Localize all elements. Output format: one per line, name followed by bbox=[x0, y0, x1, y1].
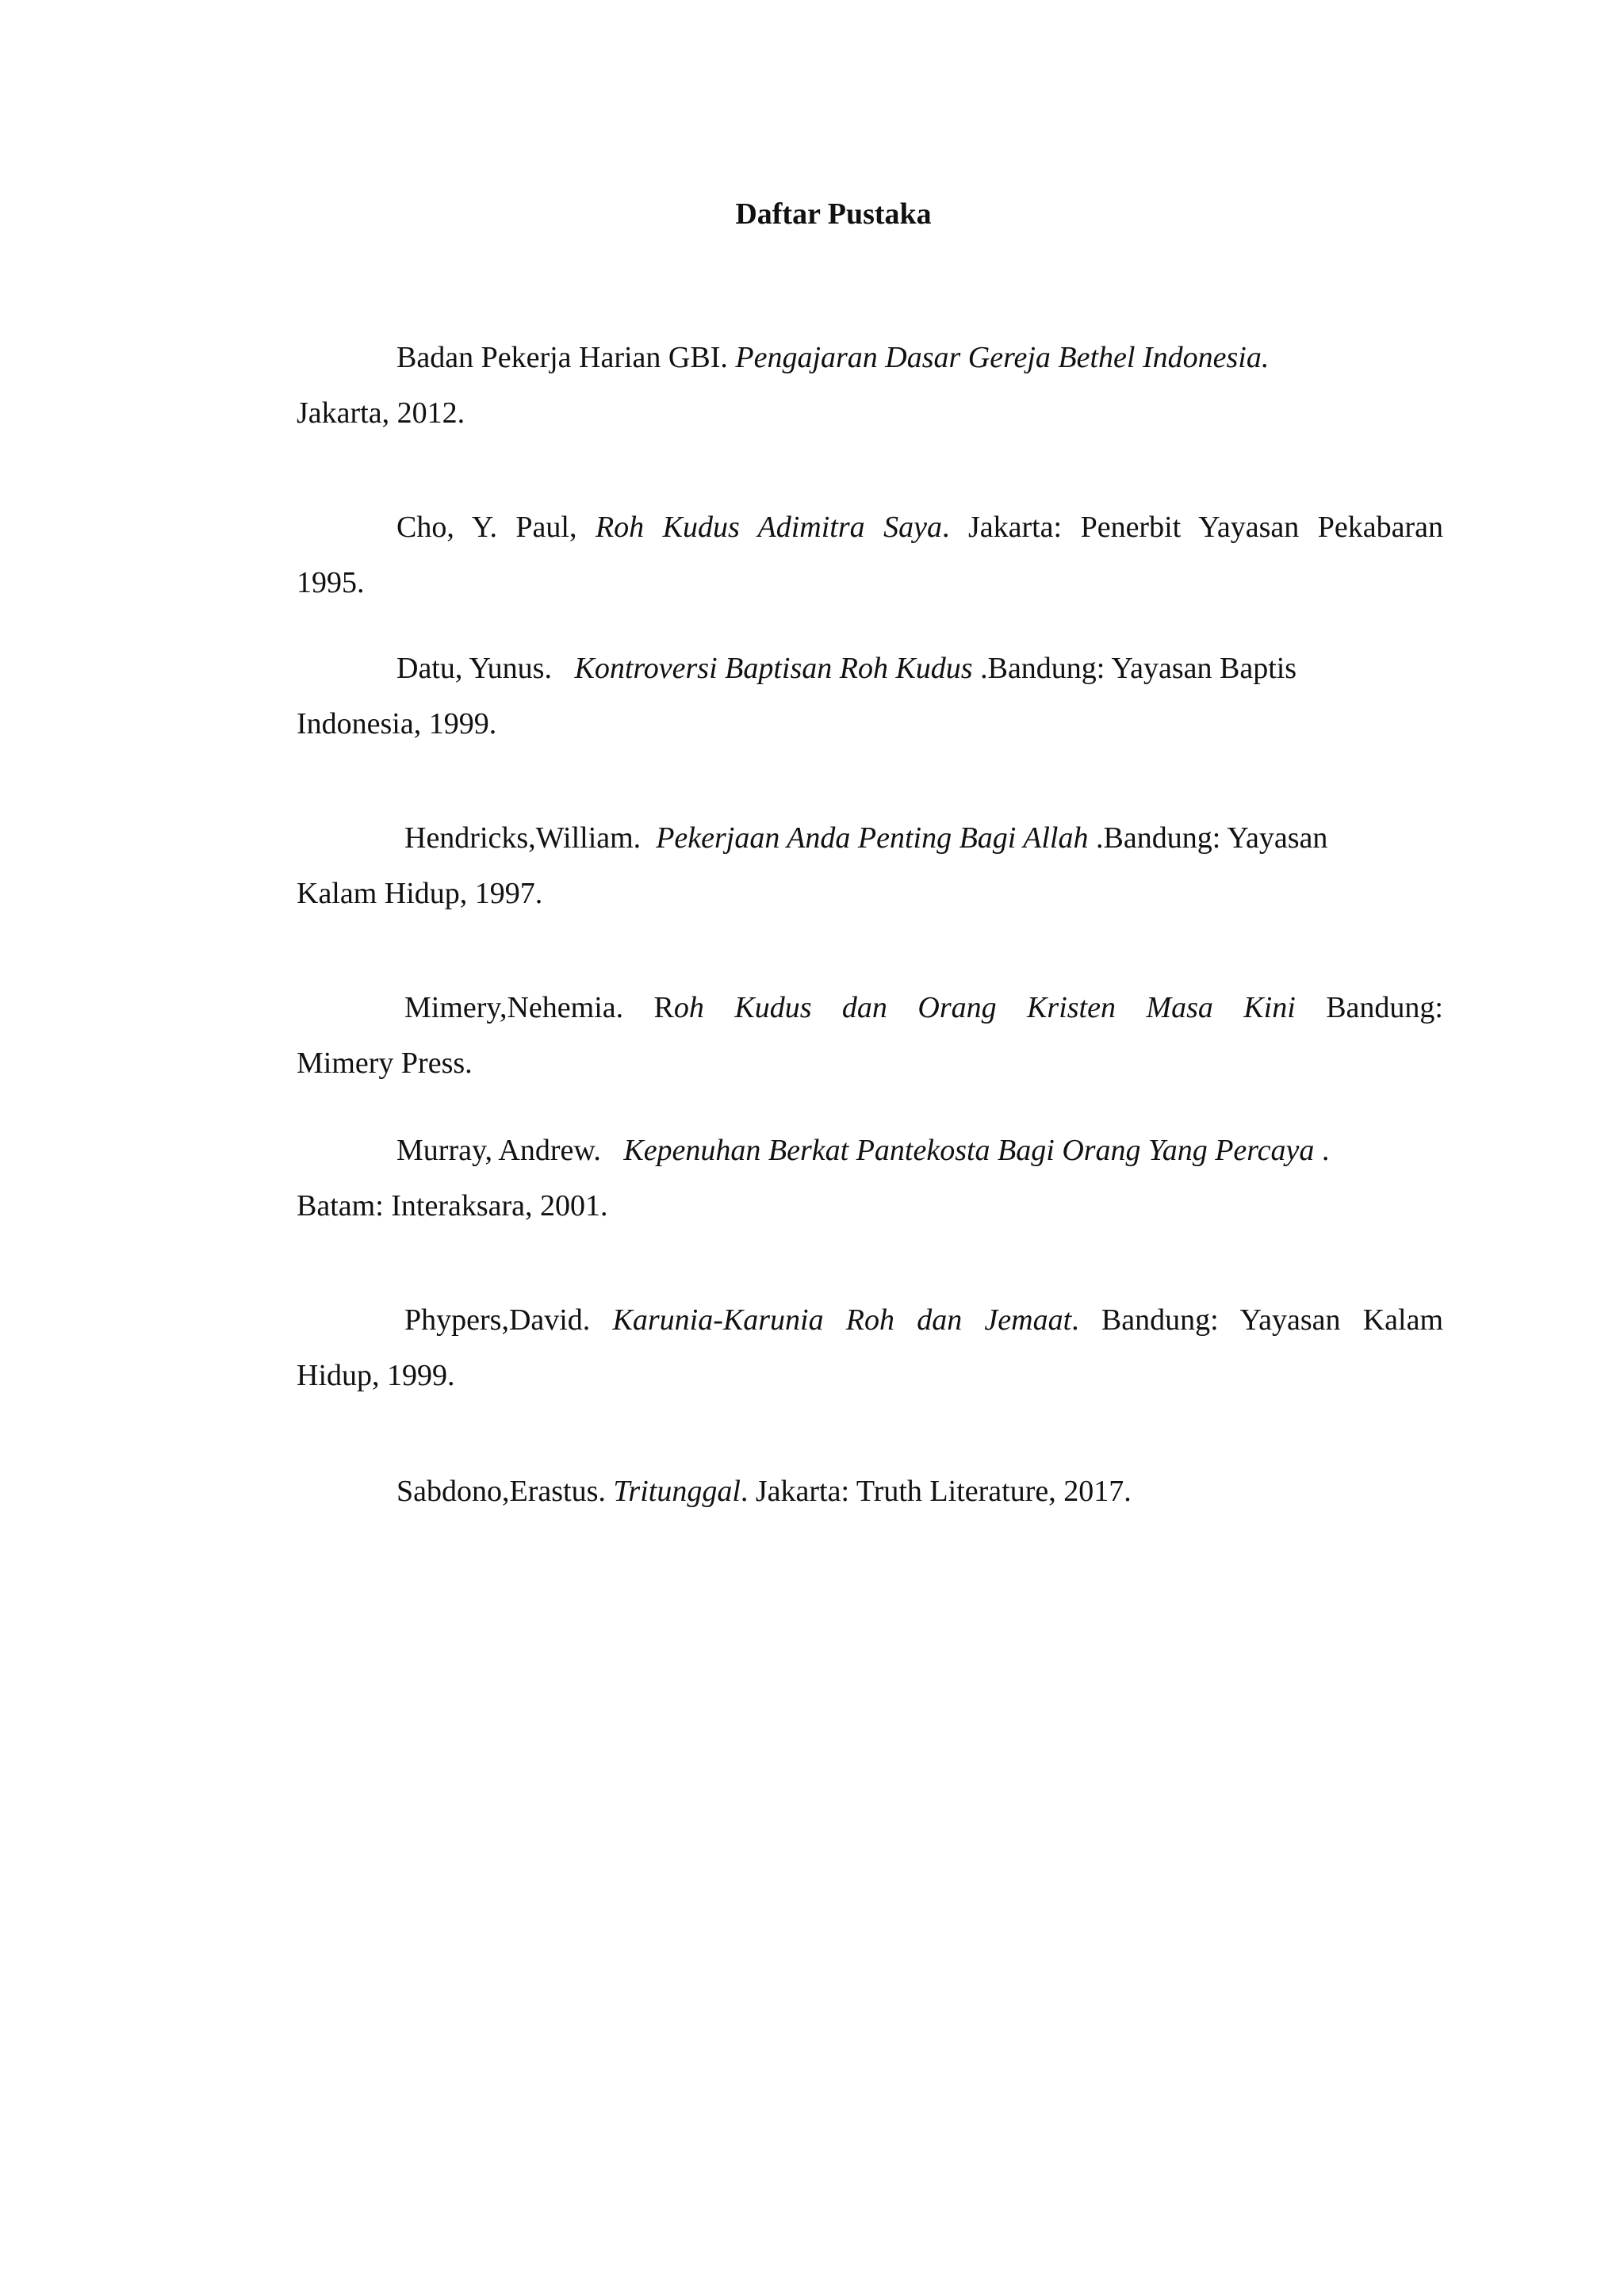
entry-continuation: Indonesia, 1999. bbox=[297, 707, 497, 740]
entry-publisher: Bandung: bbox=[1295, 991, 1443, 1024]
entry-publisher: . Bandung: Yayasan Kalam bbox=[1071, 1303, 1443, 1337]
entry-continuation: Mimery Press. bbox=[297, 1047, 473, 1080]
reference-entry bbox=[297, 330, 1443, 441]
entry-first-line bbox=[297, 499, 1443, 555]
entry-author: Murray, Andrew. bbox=[396, 1134, 601, 1167]
reference-entry bbox=[297, 499, 1443, 610]
entry-continuation: Jakarta, 2012. bbox=[297, 396, 465, 430]
entry-author: Sabdono,Erastus. bbox=[396, 1475, 606, 1508]
entry-publisher: .Bandung: Yayasan Baptis bbox=[972, 652, 1297, 685]
entry-first-line bbox=[297, 330, 1443, 385]
entry-first-line bbox=[297, 810, 1443, 866]
entry-publisher: . Jakarta: Penerbit Yayasan Pekabaran bbox=[941, 511, 1444, 544]
entry-continuation: 1995. bbox=[297, 566, 365, 599]
entry-title: Karunia-Karunia Roh dan Jemaat bbox=[612, 1303, 1072, 1337]
entry-continuation: Kalam Hidup, 1997. bbox=[297, 877, 543, 910]
page-title: Daftar Pustaka bbox=[735, 197, 932, 231]
entry-first-line bbox=[297, 641, 1443, 696]
entry-author: Hendricks,William. bbox=[404, 821, 642, 855]
entry-continuation: Hidup, 1999. bbox=[297, 1359, 455, 1392]
entry-publisher: . bbox=[1314, 1134, 1330, 1167]
entry-title: Kepenuhan Berkat Pantekosta Bagi Orang Yang Percaya bbox=[623, 1134, 1315, 1167]
reference-entry bbox=[297, 980, 1443, 1091]
entry-publisher: . Jakarta: Truth Literature, 2017. bbox=[740, 1475, 1132, 1508]
reference-entry bbox=[297, 1464, 1443, 1519]
reference-entry bbox=[297, 810, 1443, 921]
entry-title: Roh Kudus Adimitra Saya bbox=[595, 511, 942, 544]
entry-author: Cho, Y. Paul, bbox=[396, 511, 577, 544]
entry-title: Tritunggal bbox=[613, 1475, 741, 1508]
entry-first-line bbox=[297, 980, 1443, 1035]
entry-first-line bbox=[297, 1123, 1443, 1178]
reference-entry bbox=[297, 641, 1443, 752]
entry-first-line bbox=[297, 1464, 1443, 1519]
entry-author: Badan Pekerja Harian GBI. bbox=[396, 341, 728, 374]
reference-entry bbox=[297, 1292, 1443, 1403]
entry-author: Mimery,Nehemia. R bbox=[404, 991, 674, 1024]
entry-title: Pengajaran Dasar Gereja Bethel Indonesia. bbox=[735, 341, 1270, 374]
entry-continuation: Batam: Interaksara, 2001. bbox=[297, 1189, 608, 1223]
entry-publisher: .Bandung: Yayasan bbox=[1088, 821, 1328, 855]
entry-first-line bbox=[297, 1292, 1443, 1348]
reference-entry bbox=[297, 1123, 1443, 1234]
entry-author: Phypers,David. bbox=[404, 1303, 591, 1337]
entry-title: Kontroversi Baptisan Roh Kudus bbox=[574, 652, 973, 685]
entry-title: oh Kudus dan Orang Kristen Masa Kini bbox=[673, 991, 1296, 1024]
entry-title: Pekerjaan Anda Penting Bagi Allah bbox=[656, 821, 1089, 855]
entry-author: Datu, Yunus. bbox=[396, 652, 552, 685]
